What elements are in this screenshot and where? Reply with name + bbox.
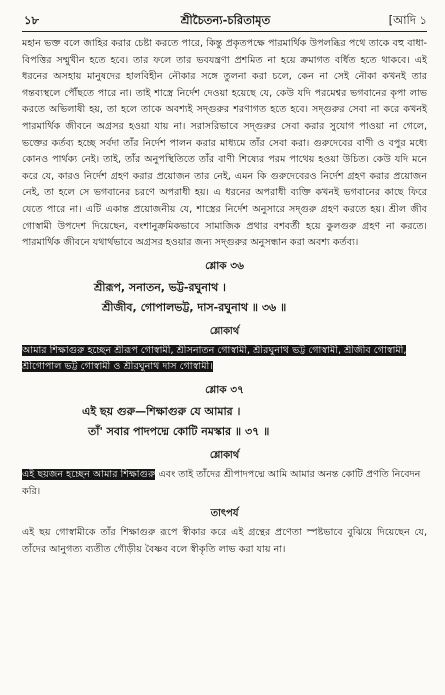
purport-continuation: মহান ভক্ত বলে জাহির করার চেষ্টা করতে পারে, কিন্তু প্রকৃতপক্ষে পারমার্থিক উপলব্ধির পথে তাকে বহু বাধা-বিপত্তির সম্মুখীন হতে হবে। তার ফলে তার ভবযন্ত্রণা প্রশমিত না হয়ে ক্রমাগত বর্ধিত হতে থাকবে। এই ধরনের অসহায় মানুষদের হালবিহীন নৌকার সঙ্গে তুলনা করা চলে, কেন না সেই নৌকা কখনই তার গন্তব্যস্থলে পৌঁছতে পারে না। তাই শাস্ত্রে নির্দেশ দেওয়া হয়েছে যে, কেউ যদি পরমেশ্বর ভগবানের কৃপা লাভ করতে অভিলাষী হয়, তা হলে তাকে অবশ্যই সদ্গুরুর শরণাগত হতে হবে। সদ্গুরুর সেবা না করে কখনই পারমার্থিক জীবনে অগ্রসর হওয়া যায় না। সরাসরিভাবে সদ্গুরুর সেবা করার সুযোগ পাওয়া না গেলে, ভক্তের কর্তব্য হচ্ছে সর্বদা তাঁর নির্দেশ পালন করার মাধ্যমে তাঁর সেবা করা। গুরুদেবের বাণী ও বপুর মধ্যে কোনও পার্থক্য নেই। তাই, তাঁর অনুপস্থিতিতে তাঁর বাণী শিষ্যের পরম পাথেয় হওয়া উচিত। কেউ যদি মনে করে যে, কারও নির্দেশ গ্রহণ করার প্রয়োজন তার নেই, এমন কি গুরুদেবেরও নির্দেশ গ্রহণ করার প্রয়োজন নেই, তা হলে সে ভগবানের চরণে অপরাধী হয়। এ ধরনের অপরাধী ব্যক্তি কখনই ভগবানের কাছে ফিরে যেতে পারে না। এটি একান্ত প্রয়োজনীয় যে, শাস্ত্রের নির্দেশ অনুসারে সদ্গুরু গ্রহণ করতে হয়। শ্রীল জীব গোস্বামী উপদেশ দিয়েছেন, বংশানুক্রমিকভাবে সামাজিক প্রথার বশবর্তী হয়ে কুলগুরু গ্রহণ না করতে। পারমার্থিক জীবনে যথার্থভাবে অগ্রসর হওয়ার জন্য সদ্গুরুর অনুসন্ধান করা অবশ্য কর্তব্য। [22,38,427,249]
purport-text: এই ছয় গোস্বামীকে তাঁর শিক্ষাগুরু রূপে স্বীকার করে এই গ্রন্থের প্রণেতা স্পষ্টভাবে বুঝিয়ে দিয়েছেন যে, তাঁদের আনুগত্য ব্যতীত গৌড়ীয় বৈষ্ণব বলে স্বীকৃতি লাভ করা যায় না। [22,527,427,555]
purport-heading: তাৎপর্য [210,508,239,520]
sloka-37-line-1: এই ছয় গুরু—শিক্ষাগুরু যে আমার । [82,404,241,418]
sloka-36-translation-text: আমার শিক্ষাগুরু হচ্ছেন শ্রীরূপ গোস্বামী, শ্রীসনাতন গোস্বামী, শ্রীরঘুনাথ ভট্ট গোস্বামী, শ্রীজীব গোস্বামী, শ্রীগোপাল ভট্ট গোস্বামী ও শ্রীরঘুনাথ দাস গোস্বামী। [22,344,407,373]
running-title: শ্রীচৈতন্য-চরিতামৃত [180,13,271,27]
sloka-37-translation [22,467,427,500]
sloka-37-translation-rest: এবং তাই তাঁদের শ্রীপাদপদ্মে আমি আমার অনন্ত কোটি প্রণতি নিবেদন করি। [22,468,421,497]
sloka-36-heading: শ্লোক ৩৬ [205,259,244,272]
section-label: [আদি ১ [388,13,427,27]
sloka-36-line-1: শ্রীরূপ, সনাতন, ভট্ট-রঘুনাথ । [94,280,226,294]
sloka-37-line-2: তাঁ' সবার পাদপদ্মে কোটি নমস্কার ॥ ৩৭ ॥ [88,424,270,438]
page-number: ১৮ [24,13,39,27]
header-rule [22,31,427,32]
sloka-36-translation [22,343,427,376]
sloka-37-heading: শ্লোক ৩৭ [205,383,244,396]
page-header [24,12,427,30]
page-body [22,36,427,558]
sloka-36-translation-heading: শ্লোকার্থ [209,325,240,337]
sloka-36-line-2: শ্রীজীব, গোপালভট্ট, দাস-রঘুনাথ ॥ ৩৬ ॥ [102,300,287,314]
sloka-37-translation-highlight: এই ছয়জন হচ্ছেন আমার শিক্ষাগুরু [22,468,156,480]
sloka-37-translation-heading: শ্লোকার্থ [209,449,240,461]
